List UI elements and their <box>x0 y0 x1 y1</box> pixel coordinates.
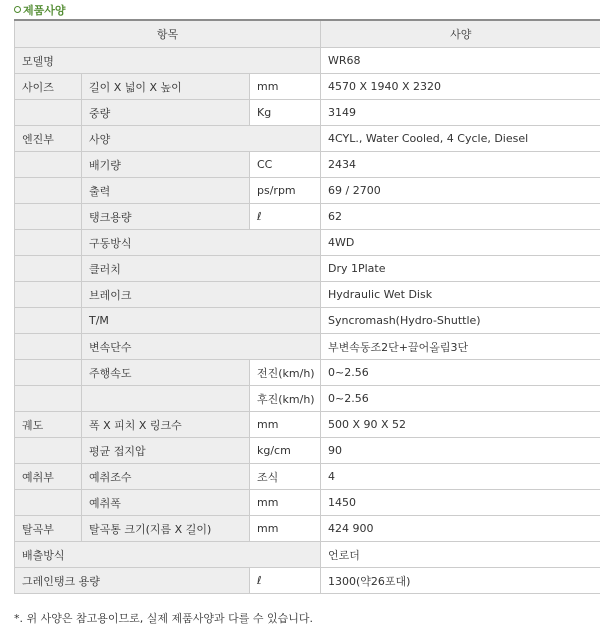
table-row <box>15 48 600 74</box>
row-value: 1300(약26포대) <box>321 568 600 594</box>
table-header-row <box>15 20 600 48</box>
table-row <box>15 230 600 256</box>
table-row <box>15 386 600 412</box>
footnote: *. 위 사양은 참고용이므로, 실제 제품사양과 다를 수 있습니다. <box>14 612 313 625</box>
row-unit: kg/cm <box>250 438 321 464</box>
row-value: 4570 X 1940 X 2320 <box>321 74 600 100</box>
row-label: 배기량 <box>82 152 250 178</box>
table-row <box>15 308 600 334</box>
group-label-empty <box>15 386 82 412</box>
row-unit: ℓ <box>250 204 321 230</box>
group-label-empty <box>15 100 82 126</box>
row-unit: 후진(km/h) <box>250 386 321 412</box>
table-row <box>15 438 600 464</box>
group-label-empty <box>15 178 82 204</box>
row-unit: 전진(km/h) <box>250 360 321 386</box>
row-value: 0~2.56 <box>321 360 600 386</box>
group-label-empty <box>15 204 82 230</box>
group-label-empty <box>15 334 82 360</box>
row-value: Hydraulic Wet Disk <box>321 282 600 308</box>
group-label: 사이즈 <box>15 74 82 100</box>
group-label-empty <box>15 438 82 464</box>
row-value: 언로더 <box>321 542 600 568</box>
table-row <box>15 74 600 100</box>
table-row <box>15 282 600 308</box>
table-row <box>15 100 600 126</box>
row-label-empty <box>82 386 250 412</box>
section-title-text: 제품사양 <box>23 4 66 17</box>
row-label: 그레인탱크 용량 <box>15 568 250 594</box>
row-unit: mm <box>250 74 321 100</box>
row-label: 길이 X 넓이 X 높이 <box>82 74 250 100</box>
row-value: 3149 <box>321 100 600 126</box>
group-label-empty <box>15 256 82 282</box>
group-label: 궤도 <box>15 412 82 438</box>
row-value: 90 <box>321 438 600 464</box>
row-label: 사양 <box>82 126 321 152</box>
row-label: 배출방식 <box>15 542 321 568</box>
table-row <box>15 126 600 152</box>
table-row <box>15 464 600 490</box>
row-value: 4WD <box>321 230 600 256</box>
row-value: 424 900 <box>321 516 600 542</box>
table-row <box>15 204 600 230</box>
table-row <box>15 256 600 282</box>
group-label-empty <box>15 230 82 256</box>
row-label: 탱크용량 <box>82 204 250 230</box>
row-value: 4 <box>321 464 600 490</box>
row-unit: mm <box>250 516 321 542</box>
row-label: 브레이크 <box>82 282 321 308</box>
row-value: 4CYL., Water Cooled, 4 Cycle, Diesel <box>321 126 600 152</box>
table-row <box>15 412 600 438</box>
row-label: 예취폭 <box>82 490 250 516</box>
row-value: 69 / 2700 <box>321 178 600 204</box>
spec-table <box>14 19 600 594</box>
row-label: 출력 <box>82 178 250 204</box>
row-value: 500 X 90 X 52 <box>321 412 600 438</box>
group-label-empty <box>15 490 82 516</box>
row-label: 평균 접지압 <box>82 438 250 464</box>
row-label: 주행속도 <box>82 360 250 386</box>
row-label: 구동방식 <box>82 230 321 256</box>
row-value: 부변속동조2단+끌어올림3단 <box>321 334 600 360</box>
row-value: 2434 <box>321 152 600 178</box>
row-unit: 조식 <box>250 464 321 490</box>
row-unit: mm <box>250 412 321 438</box>
table-row <box>15 516 600 542</box>
row-unit: mm <box>250 490 321 516</box>
table-row <box>15 490 600 516</box>
section-title <box>14 4 66 18</box>
row-unit: Kg <box>250 100 321 126</box>
table-row <box>15 334 600 360</box>
group-label: 탈곡부 <box>15 516 82 542</box>
header-item: 항목 <box>15 20 321 48</box>
row-label: 모델명 <box>15 48 321 74</box>
group-label-empty <box>15 308 82 334</box>
row-value: 0~2.56 <box>321 386 600 412</box>
row-label: T/M <box>82 308 321 334</box>
group-label-empty <box>15 360 82 386</box>
table-row <box>15 542 600 568</box>
row-label: 예취조수 <box>82 464 250 490</box>
group-label: 예취부 <box>15 464 82 490</box>
group-label-empty <box>15 152 82 178</box>
row-unit: ℓ <box>250 568 321 594</box>
row-value: WR68 <box>321 48 600 74</box>
group-label-empty <box>15 282 82 308</box>
row-label: 탈곡통 크기(지름 X 길이) <box>82 516 250 542</box>
row-value: 1450 <box>321 490 600 516</box>
row-value: 62 <box>321 204 600 230</box>
table-row <box>15 360 600 386</box>
table-row <box>15 568 600 594</box>
table-row <box>15 152 600 178</box>
row-value: Dry 1Plate <box>321 256 600 282</box>
table-row <box>15 178 600 204</box>
circle-bullet-icon <box>14 6 21 13</box>
row-label: 클러치 <box>82 256 321 282</box>
row-value: Syncromash(Hydro-Shuttle) <box>321 308 600 334</box>
row-unit: ps/rpm <box>250 178 321 204</box>
row-label: 변속단수 <box>82 334 321 360</box>
row-unit: CC <box>250 152 321 178</box>
row-label: 폭 X 피치 X 링크수 <box>82 412 250 438</box>
row-label: 중량 <box>82 100 250 126</box>
group-label: 엔진부 <box>15 126 82 152</box>
header-spec: 사양 <box>321 20 600 48</box>
